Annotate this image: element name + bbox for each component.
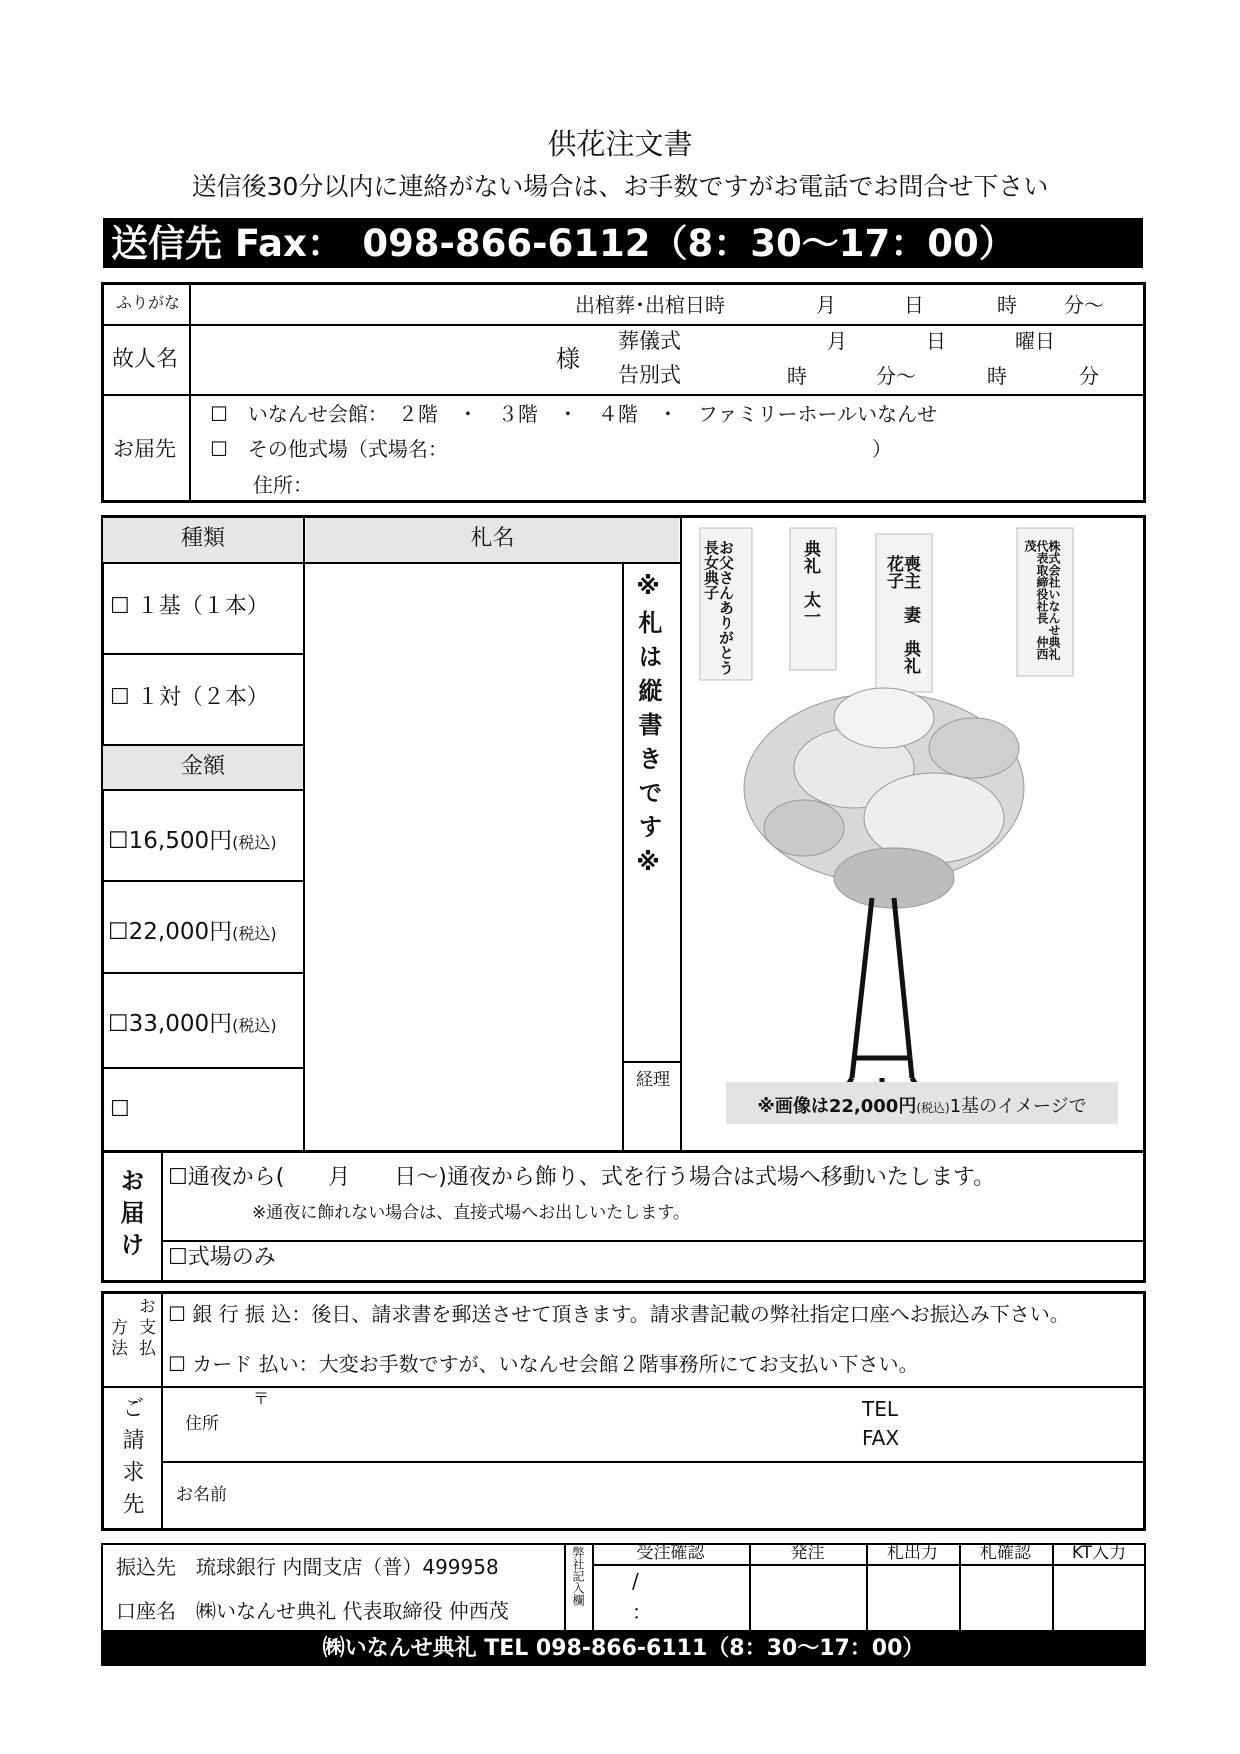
caption-post: 1基のイメージで xyxy=(949,1096,1087,1117)
tax-note: (税込) xyxy=(232,833,277,852)
billing-name-label: お名前 xyxy=(176,1485,227,1505)
shukkan-month: 月 xyxy=(816,293,836,317)
sougi-label: 葬儀式 xyxy=(618,329,681,353)
tax-note: (税込) xyxy=(232,1016,277,1035)
company-tel-banner xyxy=(101,1632,1146,1666)
tag-text-4: 株式会社いなんせ典礼 代表取締役社長 仲西茂 xyxy=(1023,540,1061,672)
tsuya-option[interactable]: ☐通夜から( 月 日〜)通夜から飾り、式を行う場合は式場へ移動いたします。 xyxy=(168,1165,996,1190)
office-col-fuda-output: 札出力 xyxy=(887,1543,938,1563)
kokubetsu-min: 分〜 xyxy=(876,364,916,388)
billing-name-field[interactable] xyxy=(260,1466,1140,1526)
kokubetsu-hour: 時 xyxy=(787,364,807,388)
billing-label: ご請求先 xyxy=(119,1396,144,1524)
office-use-label: 弊社記入欄 xyxy=(571,1546,585,1606)
fuda-vertical-note: ※札は縦書きです※ xyxy=(634,572,662,886)
price-option-33000[interactable] xyxy=(108,1005,277,1038)
postal-mark: 〒 xyxy=(253,1389,270,1408)
account-name: 口座名 ㈱いなんせ典礼 代表取締役 仲西茂 xyxy=(116,1599,509,1623)
venue-other-close: ） xyxy=(872,437,892,461)
billing-fax-field[interactable] xyxy=(910,1424,1140,1454)
company-tel: ㈱いなんせ典礼 TEL 098-866-6111（8：30〜17：00） xyxy=(322,1636,925,1661)
payment-label-b: 方法 xyxy=(107,1318,127,1360)
payment-label-a: お支払 xyxy=(135,1297,155,1360)
price-option-other[interactable]: ☐ xyxy=(110,1097,130,1122)
office-col-juchu: 受注確認 xyxy=(636,1543,705,1563)
price-33000-text: ☐33,000円 xyxy=(108,1011,233,1037)
shukkan-min: 分〜 xyxy=(1064,293,1104,317)
kind-option-pair[interactable]: ☐ １対（２本） xyxy=(110,685,269,710)
kind-option-single[interactable]: ☐ １基（１本） xyxy=(110,594,269,619)
office-col-fuda-check: 札確認 xyxy=(980,1543,1031,1563)
office-colon: ： xyxy=(632,1600,652,1624)
venue-option-inanse[interactable]: ☐ いなんせ会館： ２階 ・ ３階 ・ ４階 ・ ファミリーホールいなんせ xyxy=(210,402,938,426)
fax-number: 送信先 Fax： 098-866-6112（8：30〜17：00） xyxy=(111,222,1016,265)
bank-account-info: 振込先 琉球銀行 内間支店（普）499958 xyxy=(116,1555,499,1579)
billing-address-field[interactable] xyxy=(270,1390,830,1458)
kokubetsu-label: 告別式 xyxy=(618,363,681,387)
keiri-label: 経理 xyxy=(636,1070,670,1090)
sougi-weekday: 曜日 xyxy=(1015,329,1055,353)
furigana-label: ふりがな xyxy=(116,293,181,312)
image-caption xyxy=(726,1092,1118,1118)
delivery-label: お届け xyxy=(116,1168,144,1264)
delivery-to-label: お届先 xyxy=(113,437,176,461)
payment-card-option[interactable]: ☐ カード 払い：大変お手数ですが、いなんせ会館２階事務所にてお支払い下さい。 xyxy=(168,1352,919,1376)
billing-fax-label: FAX xyxy=(862,1426,900,1450)
price-header: 金額 xyxy=(180,754,225,779)
deceased-name-field[interactable] xyxy=(193,327,613,392)
price-16500-text: ☐16,500円 xyxy=(108,828,233,854)
billing-address-label: 住所 xyxy=(185,1414,219,1434)
flower-bouquet xyxy=(744,688,1024,908)
caption-tax: (税込) xyxy=(916,1101,950,1115)
payment-bank-option[interactable]: ☐ 銀 行 振 込：後日、請求書を郵送させて頂きます。請求書記載の弊社指定口座へお振込み下さい。 xyxy=(168,1302,1070,1326)
tag-text-3: 喪主 妻 典礼花子 xyxy=(883,555,920,674)
shikijo-only-option[interactable]: ☐式場のみ xyxy=(168,1245,276,1270)
page-title: 供花注文書 xyxy=(547,127,693,161)
tag-text-1: お父さんありがとう 長女典子 xyxy=(702,540,735,690)
address-label: 住所： xyxy=(253,473,313,497)
caption-pre: ※画像は22,000円 xyxy=(757,1096,917,1117)
tax-note: (税込) xyxy=(232,924,277,943)
fuda-header: 札名 xyxy=(470,526,515,551)
tag-text-2: 典礼 太一 xyxy=(800,540,820,625)
deceased-label: 故人名 xyxy=(112,347,179,372)
kind-header: 種類 xyxy=(180,526,225,551)
billing-tel-field[interactable] xyxy=(910,1394,1140,1424)
fax-banner xyxy=(103,218,1143,268)
shukkan-label: 出棺葬･出棺日時 xyxy=(575,293,725,317)
price-option-16500[interactable] xyxy=(108,822,277,855)
kokubetsu-hour2: 時 xyxy=(987,364,1007,388)
sougi-month: 月 xyxy=(827,329,847,353)
page-subtitle: 送信後30分以内に連絡がない場合は、お手数ですがお電話でお問合せ下さい xyxy=(191,172,1049,201)
fuda-name-field[interactable] xyxy=(307,566,619,1150)
office-col-hatchu: 発注 xyxy=(790,1543,825,1563)
venue-option-other[interactable]: ☐ その他式場（式場名： xyxy=(210,437,448,461)
price-22000-text: ☐22,000円 xyxy=(108,919,233,945)
sama-label: 様 xyxy=(556,345,580,373)
shukkan-hour: 時 xyxy=(997,293,1017,317)
office-slash: / xyxy=(632,1569,639,1593)
tsuya-note: ※通夜に飾れない場合は、直接式場へお出しいたします。 xyxy=(252,1203,690,1223)
office-col-kt-input: KT入力 xyxy=(1071,1543,1127,1563)
billing-tel-label: TEL xyxy=(862,1397,898,1421)
shukkan-day: 日 xyxy=(904,293,924,317)
sougi-day: 日 xyxy=(926,329,946,353)
kokubetsu-min2: 分 xyxy=(1079,364,1099,388)
price-option-22000[interactable] xyxy=(108,913,277,946)
